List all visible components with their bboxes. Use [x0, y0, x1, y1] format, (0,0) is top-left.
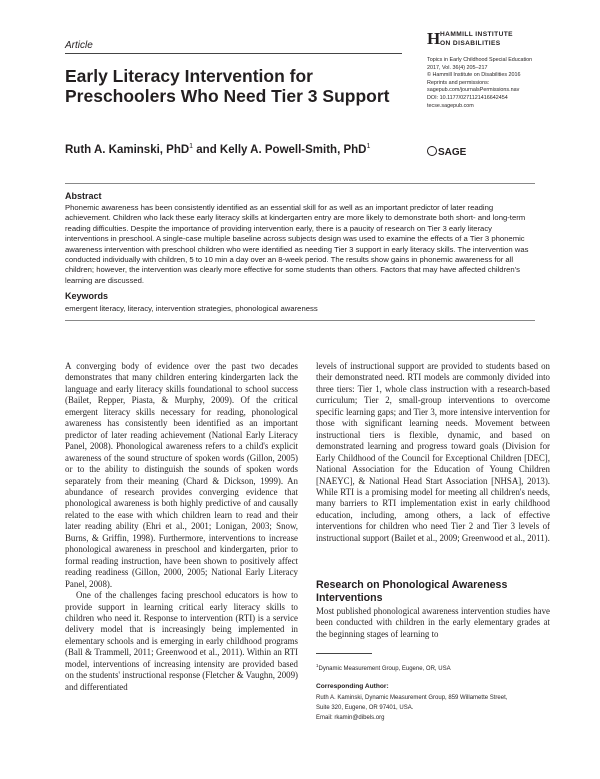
- logo-line-2: ON DISABILITIES: [440, 40, 501, 47]
- body-paragraph: levels of instructional support are provided to students based on their demonstrated need. RTI models are commonly divided into three tiers: Tier 1, whole class instruction with a research-based curriculum; Tier 2, small-group interventions to overcome specific learning gaps; and Tier 3, more intensive intervention for those with significant learning needs. Movement between instructional tiers is flexible, dynamic, and based on demonstrated learning and progress toward goals (Division for Early Childhood of the Council for Exceptional Children [DEC], National Association for the Education of Young Children [NAEYC], & National Head Start Association [NHSA], 2013). While RTI is a promising model for meeting all children's needs, many barriers to RTI implementation exist in early childhood education, including, among others, a lack of effective interventions for children who need Tier 2 and Tier 3 levels of instructional support (Bailet et al., 2009; Greenwood et al., 2011).: [316, 361, 550, 543]
- permissions-link[interactable]: sagepub.com/journalsPermissions.nav: [427, 87, 520, 94]
- author-line: [65, 143, 370, 156]
- doi[interactable]: DOI: 10.1177/0271121416642454: [427, 94, 508, 101]
- sage-logo-text: SAGE: [438, 147, 467, 158]
- affiliation-text: Dynamic Measurement Group, Eugene, OR, USA: [318, 666, 451, 672]
- corr-address-line-2: Suite 320, Eugene, OR 97401, USA.: [316, 705, 414, 711]
- corresponding-author-details: [316, 693, 556, 723]
- keywords-heading: Keywords: [65, 291, 109, 301]
- abstract-top-rule: [65, 183, 535, 184]
- article-label: Article: [65, 40, 93, 51]
- reprints-label: Reprints and permissions:: [427, 79, 490, 86]
- keywords-bottom-rule: [65, 320, 535, 321]
- sage-circle-icon: [427, 146, 437, 156]
- header-rule: [65, 53, 402, 54]
- body-paragraph: A converging body of evidence over the past two decades demonstrates that many children entering kindergarten lack the language and early literacy skills foundational to school success (Bailet, Repper, Piasta, & Murphy, 2009). Of the critical emergent literacy skills necessary for reading, phonological awareness has consistently been identified as an important predictor of later reading achievement (National Early Literacy Panel, 2008). Phonological awareness refers to a child's explicit awareness of the sound structure of spoken words (Gillon, 2005) or to the ability to distinguish the sounds of spoken words separately from their meaning (Chard & Dickson, 1999). An abundance of research provides converging evidence that phonological awareness is both highly predictive of and causally related to the ease with which children learn to read and their later reading ability (Ehri et al., 2001; Lonigan, 2003; Snow, Burns, & Griffin, 1998). Furthermore, interventions to increase phonological awareness in preschool and kindergarten, prior to formal reading instruction, have been shown to positively affect reading readiness (Gillon, 2000, 2005; National Early Literacy Panel, 2008).: [65, 361, 298, 589]
- journal-url[interactable]: tecse.sagepub.com: [427, 102, 474, 109]
- hammill-institute-logo: [427, 29, 537, 51]
- author-2-affiliation: 1: [366, 143, 371, 150]
- body-column-right-continued: [316, 606, 550, 640]
- journal-name: Topics in Early Childhood Special Education: [427, 57, 533, 63]
- footnote-marker: 1: [316, 663, 319, 668]
- body-paragraph: Most published phonological awareness intervention studies have been conducted with children in the early elementary grades at the beginning stages of learning to: [316, 606, 550, 639]
- logo-line-1: HAMMILL INSTITUTE: [440, 31, 513, 38]
- copyright: © Hammill Institute on Disabilities 2016: [427, 72, 521, 79]
- body-column-right: [316, 361, 550, 544]
- abstract-heading: Abstract: [65, 191, 102, 201]
- sage-logo: [427, 146, 466, 158]
- author-2: Kelly A. Powell-Smith, PhD: [219, 143, 367, 156]
- author-conjunction: and: [193, 143, 220, 156]
- body-paragraph: One of the challenges facing preschool educators is how to provide support in learning critical early literacy skills to children who need it. Response to intervention (RTI) is a service delivery model that is increasingly being implemented in elementary schools and is emerging in early childhood programs (Ball & Trammell, 2011; Greenwood et al., 2011). Within an RTI model, interventions of increasing intensity are provided based on the students' instructional response (Fletcher & Vaughn, 2009) and differentiated: [65, 590, 298, 692]
- author-1-affiliation: 1: [189, 143, 194, 150]
- corr-email[interactable]: Email: rkamin@dibels.org: [316, 715, 385, 721]
- volume-info: 2017, Vol. 36(4) 205–217: [427, 64, 488, 71]
- corr-address-line-1: Ruth A. Kaminski, Dynamic Measurement Group, 859 Willamette Street,: [316, 695, 508, 701]
- abstract-text: Phonemic awareness has been consistently identified as an essential skill for as well as an important predictor of later reading achievement. Children who lack these early literacy skills at kindergarten entry are more likely to demonstrate both short- and long-term reading difficulties. Despite the importance of providing intervention early, there is a paucity of research on Tier 3 early literacy interventions in preschool. A single-case multiple baseline across subjects design was used to examine the effects of a Tier 3 phonemic awareness intervention with preschool children who were identified as needing Tier 3 support in early literacy skills. The intervention was conducted individually with children, 5 to 10 min a day over an 8-week period. The results show gains in phonemic awareness for all children; however, the intervention was clearly more effective for some students than others. Factors that may have affected children's learning are discussed.: [65, 203, 529, 285]
- footnote-rule: [316, 653, 372, 654]
- author-1: Ruth A. Kaminski, PhD: [65, 143, 190, 156]
- body-column-left: [65, 361, 298, 693]
- publication-info: [427, 57, 592, 110]
- section-heading: Research on Phonological Awareness Interventions: [316, 579, 508, 604]
- keywords-text: emergent literacy, literacy, intervention strategies, phonological awareness: [65, 304, 318, 313]
- hammill-h-mark: H: [427, 29, 441, 48]
- affiliation-footnote: [316, 663, 451, 672]
- corresponding-author-heading: Corresponding Author:: [316, 683, 389, 690]
- article-title: Early Literacy Intervention for Preschoolers Who Need Tier 3 Support: [65, 66, 390, 106]
